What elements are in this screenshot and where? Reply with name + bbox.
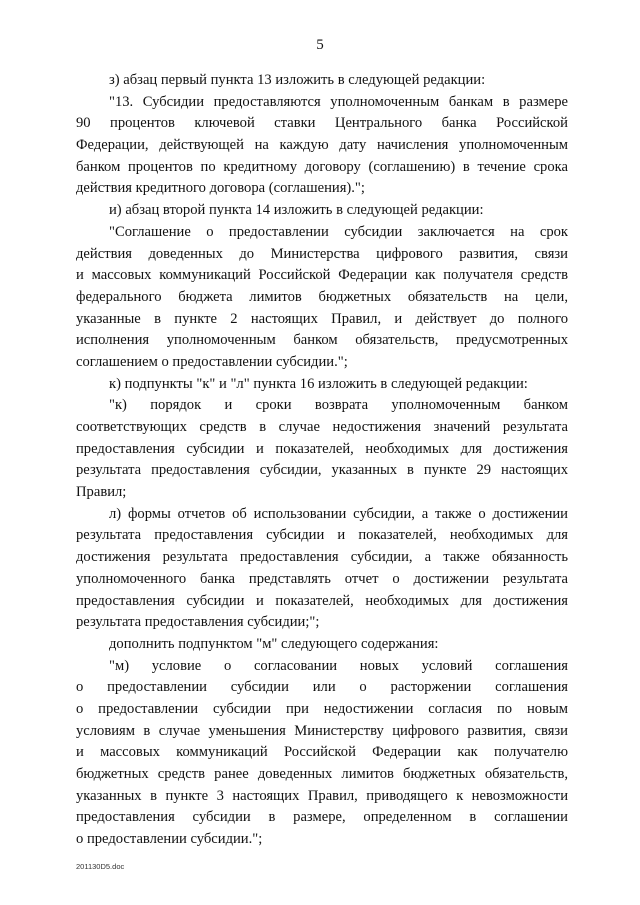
text-line: уполномоченного банка представлять отчет о достижении результата xyxy=(76,570,568,587)
text-line: указанные в пункте 2 настоящих Правил, и действует до полного xyxy=(76,310,568,327)
text-line: предоставления субсидии и показателей, необходимых для достижения xyxy=(76,440,568,457)
paragraph-point-14 xyxy=(76,222,568,374)
paragraph-amendment-m xyxy=(76,634,568,656)
text-line: банком процентов по кредитному договору (соглашению) в течение срока xyxy=(76,158,568,175)
text-line: указанных в пункте 3 настоящих Правил, приводящего к невозможности xyxy=(76,787,568,804)
text-line: Правил; xyxy=(76,484,127,501)
text-line: л) формы отчетов об использовании субсидии, а также о достижении xyxy=(109,505,568,522)
text-line: предоставления субсидии и показателей, необходимых для достижения xyxy=(76,592,568,609)
text-line: бюджетных средств ранее доведенных лимитов бюджетных обязательств, xyxy=(76,766,568,782)
text-line: "к) порядок и сроки возврата уполномоченным банком xyxy=(109,397,568,414)
text-line: Федерации, действующей на каждую дату начисления уполномоченным xyxy=(76,137,568,154)
text-line: з) абзац первый пункта 13 изложить в следующей редакции: xyxy=(109,72,486,88)
text-line: и массовых коммуникаций Российской Федерации как получателю xyxy=(76,744,568,761)
text-line: "Соглашение о предоставлении субсидии заключается на срок xyxy=(109,223,568,240)
text-line: "м) условие о согласовании новых условий соглашения xyxy=(109,657,568,674)
text-line: "13. Субсидии предоставляются уполномоченным банкам в размере xyxy=(109,93,568,110)
text-line: и массовых коммуникаций Российской Федерации как получателя средств xyxy=(76,267,568,284)
text-line: и) абзац второй пункта 14 изложить в следующей редакции: xyxy=(109,202,484,219)
paragraph-subpoint-l xyxy=(76,504,568,634)
text-line: о предоставлении субсидии при недостижении согласия по новым xyxy=(76,700,568,717)
text-line: достижения результата предоставления субсидии, а также обязанность xyxy=(76,549,568,566)
text-line: соответствующих средств в случае недостижения значений результата xyxy=(76,419,568,435)
paragraph-amendment-i xyxy=(76,200,568,222)
paragraph-subpoint-m xyxy=(76,656,568,851)
text-line: соглашением о предоставлении субсидии."; xyxy=(76,353,348,370)
text-line: 90 процентов ключевой ставки Центрального банка Российской xyxy=(76,115,568,132)
text-line: действия кредитного договора (соглашения)."; xyxy=(76,180,365,197)
text-line: федерального бюджета лимитов бюджетных обязательств на цели, xyxy=(76,288,568,305)
paragraph-amendment-k xyxy=(76,374,568,396)
text-line: результата предоставления субсидии, указанных в пункте 29 настоящих xyxy=(76,462,568,479)
paragraph-subpoint-k xyxy=(76,395,568,503)
text-line: к) подпункты "к" и "л" пункта 16 изложить в следующей редакции: xyxy=(109,375,528,392)
text-line: условиям в случае уменьшения Министерству цифрового развития, связи xyxy=(76,722,568,739)
text-line: результата предоставления субсидии и показателей, необходимых для xyxy=(76,527,568,544)
text-line: о предоставлении субсидии или о расторжении соглашения xyxy=(76,679,568,696)
text-line: дополнить подпунктом "м" следующего содержания: xyxy=(109,635,439,652)
page-number: 5 xyxy=(316,37,324,53)
document-body xyxy=(76,70,568,851)
text-line: действия доведенных до Министерства цифрового развития, связи xyxy=(76,245,568,262)
paragraph-point-13 xyxy=(76,92,568,200)
text-line: результата предоставления субсидии;"; xyxy=(76,614,320,631)
text-line: исполнения уполномоченным банком обязательств, предусмотренных xyxy=(76,332,568,349)
text-line: о предоставлении субсидии."; xyxy=(76,831,263,848)
text-line: предоставления субсидии в размере, определенном в соглашении xyxy=(76,809,568,826)
paragraph-amendment-z xyxy=(76,70,568,92)
footer-filename: 201130D5.doc xyxy=(76,862,125,871)
